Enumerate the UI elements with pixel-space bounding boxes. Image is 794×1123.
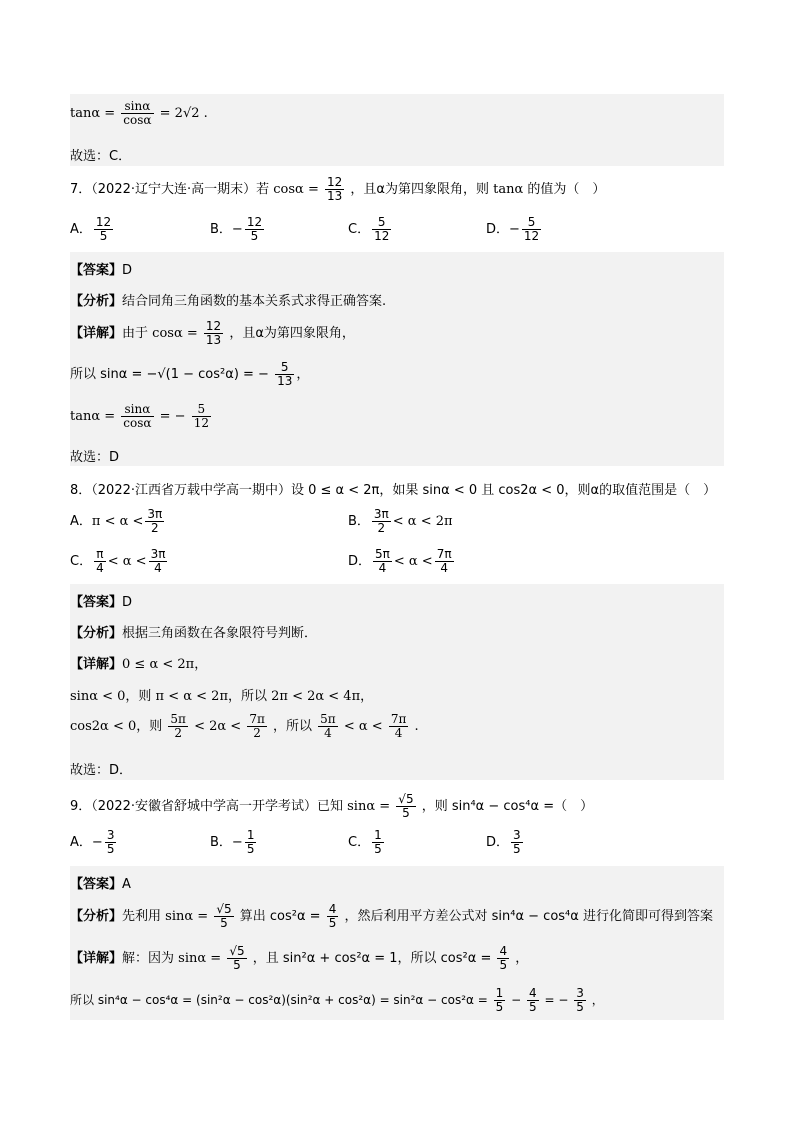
q9-option-b: B．− $\frac{1}{5}$ [210,828,255,856]
q9-detail-1: 【详解】解：因为 sinα = $\frac{√5}{5}$ ，且 sin²α + cos²α = 1，所以 cos²α = $\frac{4}{5}$ ， [70,944,529,972]
q7-option-d: D．− $\frac{5}{12}$ [486,215,540,243]
q7-choose: 故选：D [70,450,120,465]
q8-choose: 故选：D． [70,763,133,778]
q7-option-a: A． $\frac{12}{5}$ [70,215,112,243]
q7-answer: 【答案】D [70,263,133,278]
q8-option-c: C． $\frac{\pi}{4}$ < α < $\frac{3\pi}{4}$ [70,547,166,575]
q7-detail-3: tanα = $\frac{\sin\alpha}{\cos\alpha}$ = − $\frac{5}{12}$ [70,402,209,430]
q8-option-b: B． $\frac{3\pi}{2}$ < α < 2π [348,507,453,535]
q7-solution-block [70,252,724,466]
q9-option-a: A．− $\frac{3}{5}$ [70,828,115,856]
q6-choose: 故选：C． [70,149,132,164]
q7-analysis: 【分析】结合同角三角函数的基本关系式求得正确答案. [70,294,387,309]
q7-detail-2: 所以 sinα = −√(1 − cos²α) = − $\frac{5}{13}$ ， [70,360,310,388]
q7-detail-1: 【详解】由于 cosα = $\frac{12}{13}$ ，且α为第四象限角， [70,319,355,347]
q8-detail-3: cos2α < 0，则 $\frac{5\pi}{2}$ < 2α < $\frac{7\pi}{2}$ ，所以 $\frac{5\pi}{4}$ < α < $\frac{7\pi}{4}$ . [70,712,419,740]
q8-stem: 8．（2022·江西省万载中学高一期中）设 0 ≤ α < 2π，如果 sinα < 0 且 cos2α < 0，则α的取值范围是（ ） [70,483,717,498]
q8-detail-2: sinα < 0，则 π < α < 2π，所以 2π < 2α < 4π， [70,689,374,704]
q9-answer: 【答案】A [70,877,131,892]
q8-answer: 【答案】D [70,595,133,610]
q9-analysis: 【分析】先利用 sinα = $\frac{√5}{5}$ 算出 cos²α = $\frac{4}{5}$ ，然后利用平方差公式对 sin⁴α − cos⁴α 进行化简即可得到答案 [70,902,713,930]
q8-option-d: D． $\frac{5\pi}{4}$ < α < $\frac{7\pi}{4}$ [348,547,452,575]
q9-detail-2: 所以 sin⁴α − cos⁴α = (sin²α − cos²α)(sin²α + cos²α) = sin²α − cos²α = $\frac{1}{5}$ − $\frac{4}{5}$ = − $\frac{3}{5}$ ， [70,986,604,1014]
q8-analysis: 【分析】根据三角函数在各象限符号判断． [70,626,318,641]
q7-stem: 7．（2022·辽宁大连·高一期末）若 cosα = $\frac{12}{13}$ ，且α为第四象限角，则 tanα 的值为（ ） [70,175,606,203]
q8-option-a: A．π < α < $\frac{3\pi}{2}$ [70,507,163,535]
q7-option-c: C． $\frac{5}{12}$ [348,215,390,243]
q9-stem: 9．（2022·安徽省舒城中学高一开学考试）已知 sinα = $\frac{√5}{5}$ ，则 sin⁴α − cos⁴α =（ ） [70,792,594,820]
q9-option-d: D． $\frac{3}{5}$ [486,828,521,856]
q8-solution-block [70,584,724,780]
q9-option-c: C． $\frac{1}{5}$ [348,828,382,856]
q7-option-b: B．− $\frac{12}{5}$ [210,215,263,243]
q6-tan-line: tanα = $\frac{\sin\alpha}{\cos\alpha}$ = 2√2 . [70,99,208,127]
q8-detail-1: 【详解】0 ≤ α < 2π， [70,657,208,672]
